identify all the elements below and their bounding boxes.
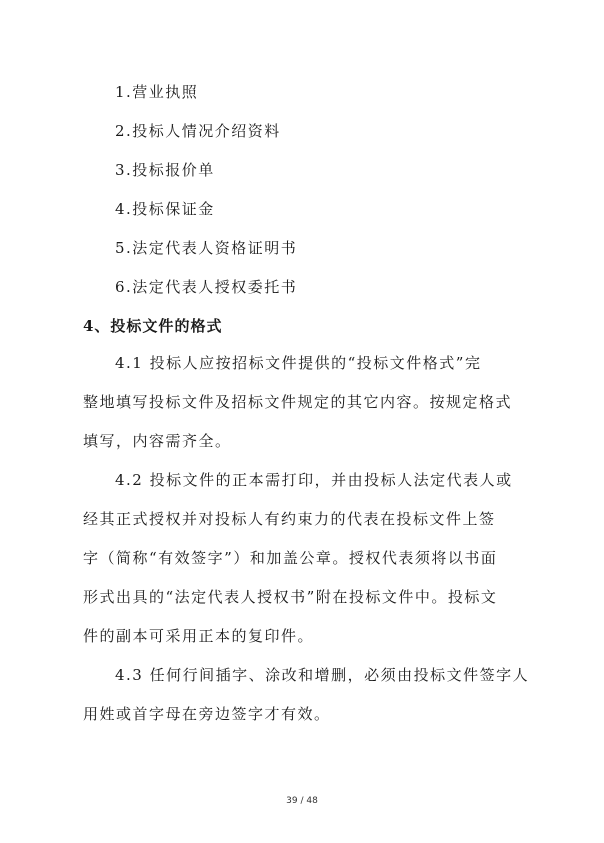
list-item-1: 1.营业执照 [115,83,199,101]
paragraph-4-1-line-1: 4.1 投标人应按招标文件提供的“投标文件格式”完 [115,354,482,372]
list-item-3: 3.投标报价单 [115,161,215,179]
list-item-2: 2.投标人情况介绍资料 [115,122,281,140]
list-item-4: 4.投标保证金 [115,200,215,218]
paragraph-4-1-line-3: 填写，内容需齐全。 [83,432,232,450]
paragraph-4-2-line-4: 形式出具的“法定代表人授权书”附在投标文件中。投标文 [83,588,498,606]
list-item-6: 6.法定代表人授权委托书 [115,278,298,296]
paragraph-4-3-line-2: 用姓或首字母在旁边签字才有效。 [83,705,331,723]
section-heading: 4、投标文件的格式 [83,317,223,335]
list-item-5: 5.法定代表人资格证明书 [115,239,298,257]
paragraph-4-3-line-1: 4.3 任何行间插字、涂改和增删，必须由投标文件签字人 [115,666,530,684]
paragraph-4-2-line-1: 4.2 投标文件的正本需打印，并由投标人法定代表人或 [115,471,513,489]
paragraph-4-1-line-2: 整地填写投标文件及招标文件规定的其它内容。按规定格式 [83,393,513,411]
paragraph-4-2-line-3: 字（简称“有效签字”）和加盖公章。授权代表须将以书面 [83,549,498,567]
paragraph-4-2-line-5: 件的副本可采用正本的复印件。 [83,627,315,645]
page-number: 39 / 48 [286,796,318,806]
paragraph-4-2-line-2: 经其正式授权并对投标人有约束力的代表在投标文件上签 [83,510,496,528]
